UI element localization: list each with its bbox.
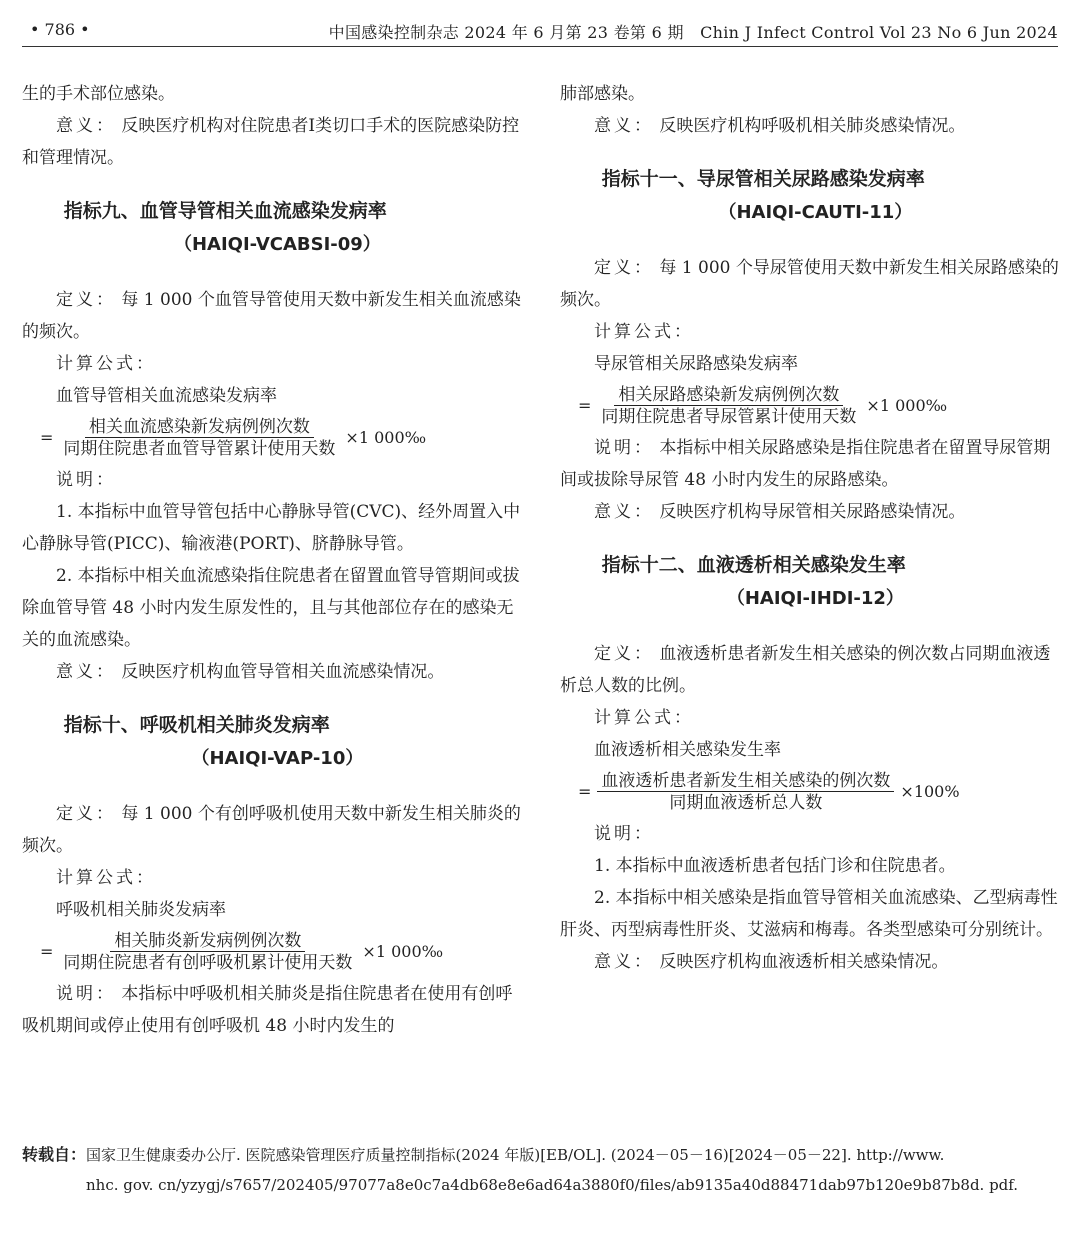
- note-item: 1. 本指标中血液透析患者包括门诊和住院患者。: [594, 856, 956, 876]
- notes-label: 说明：: [594, 824, 654, 844]
- indicator-11-code: （HAIQI-CAUTI-11）: [718, 202, 913, 223]
- equals-sign: =: [40, 428, 54, 447]
- indicator-10-title: 指标十、呼吸机相关肺炎发病率: [63, 714, 330, 736]
- continuation-text: 生的手术部位感染。: [22, 84, 175, 104]
- page-number: • 786 •: [30, 20, 90, 39]
- definition-text: 每 1 000 个有创呼吸机使用天数中新发生相关肺炎的频次。: [22, 804, 521, 856]
- running-header: [0, 14, 1080, 48]
- significance-paragraph: [560, 946, 1060, 978]
- right-column: [560, 78, 1060, 978]
- indicator-12-title: 指标十二、血液透析相关感染发生率: [601, 554, 906, 576]
- definition-text: 每 1 000 个导尿管使用天数中新发生相关尿路感染的频次。: [560, 258, 1059, 310]
- formula-fraction: [22, 414, 522, 462]
- definition-paragraph: [22, 798, 522, 862]
- definition-paragraph: [560, 638, 1060, 702]
- continuation-text: 肺部感染。: [560, 84, 645, 104]
- definition-label: 定义：: [56, 290, 116, 310]
- significance-text: 反映医疗机构呼吸机相关肺炎感染情况。: [659, 116, 966, 136]
- equals-sign: =: [578, 396, 592, 415]
- notes-paragraph: [22, 978, 522, 1042]
- definition-paragraph: [560, 252, 1060, 316]
- source-line: [22, 1140, 1058, 1170]
- definition-text: 每 1 000 个血管导管使用天数中新发生相关血流感染的频次。: [22, 290, 521, 342]
- definition-paragraph: [22, 284, 522, 348]
- significance-paragraph: [560, 110, 1060, 142]
- formula-multiplier: ×100%: [900, 782, 960, 801]
- definition-label: 定义：: [594, 644, 654, 664]
- source-footnote: [22, 1140, 1058, 1200]
- note-item: 1. 本指标中血管导管包括中心静脉导管(CVC)、经外周置入中心静脉导管(PICC)、输液港(PORT)、脐静脉导管。: [22, 502, 521, 554]
- formula-denominator: 同期住院患者导尿管累计使用天数: [601, 406, 857, 427]
- indicator-9-code: （HAIQI-VCABSI-09）: [173, 234, 381, 255]
- formula-name: 血液透析相关感染发生率: [594, 740, 781, 760]
- significance-label: 意义：: [594, 502, 654, 522]
- significance-paragraph: [22, 110, 522, 174]
- note-item: 2. 本指标中相关血流感染指住院患者在留置血管导管期间或拔除血管导管 48 小时内发生原发性的，且与其他部位存在的感染无关的血流感染。: [22, 566, 520, 650]
- notes-label: 说明：: [56, 470, 116, 490]
- formula-fraction: [22, 928, 522, 976]
- formula-fraction: [560, 768, 1060, 816]
- significance-label: 意义：: [594, 952, 654, 972]
- significance-text: 反映医疗机构对住院患者Ⅰ类切口手术的医院感染防控和管理情况。: [22, 116, 520, 168]
- significance-text: 反映医疗机构血管导管相关血流感染情况。: [121, 662, 445, 682]
- journal-citation: 中国感染控制杂志 2024 年 6 月第 23 卷第 6 期 Chin J Infect Control Vol 23 No 6 Jun 2024: [328, 23, 1058, 42]
- formula-label: 计算公式：: [56, 868, 156, 888]
- notes-paragraph: [560, 432, 1060, 496]
- definition-label: 定义：: [594, 258, 654, 278]
- significance-paragraph: [22, 656, 522, 688]
- formula-numerator: 相关尿路感染新发病例例次数: [614, 385, 843, 406]
- significance-label: 意义：: [56, 116, 116, 136]
- formula-label: 计算公式：: [594, 322, 694, 342]
- indicator-9-title: 指标九、血管导管相关血流感染发病率: [63, 200, 387, 222]
- formula-denominator: 同期血液透析总人数: [669, 792, 823, 813]
- formula-denominator: 同期住院患者有创呼吸机累计使用天数: [63, 952, 353, 973]
- formula-name: 血管导管相关血流感染发病率: [56, 386, 277, 406]
- significance-text: 反映医疗机构血液透析相关感染情况。: [659, 952, 949, 972]
- formula-multiplier: ×1 000‰: [866, 396, 948, 415]
- formula-numerator: 血液透析患者新发生相关感染的例次数: [597, 771, 894, 792]
- source-label: 转载自：: [22, 1145, 87, 1164]
- definition-label: 定义：: [56, 804, 116, 824]
- indicator-11-title: 指标十一、导尿管相关尿路感染发病率: [601, 168, 925, 190]
- significance-paragraph: [560, 496, 1060, 528]
- note-item: 2. 本指标中相关感染是指血管导管相关血流感染、乙型病毒性肝炎、丙型病毒性肝炎、艾滋病和梅毒。各类型感染可分别统计。: [560, 888, 1058, 940]
- formula-name: 呼吸机相关肺炎发病率: [56, 900, 226, 920]
- source-text: 国家卫生健康委办公厅. 医院感染管理医疗质量控制指标(2024 年版)[EB/OL]. (2024－05－16)[2024－05－22]. http://www.: [86, 1146, 945, 1164]
- formula-label: 计算公式：: [594, 708, 694, 728]
- notes-label: 说明：: [56, 984, 116, 1004]
- header-rule: [22, 46, 1058, 47]
- significance-label: 意义：: [594, 116, 654, 136]
- formula-name: 导尿管相关尿路感染发病率: [594, 354, 798, 374]
- notes-label: 说明：: [594, 438, 654, 458]
- definition-text: 血液透析患者新发生相关感染的例次数占同期血液透析总人数的比例。: [560, 644, 1051, 696]
- equals-sign: =: [40, 942, 54, 961]
- formula-fraction: [560, 382, 1060, 430]
- equals-sign: =: [578, 782, 592, 801]
- formula-multiplier: ×1 000‰: [345, 428, 427, 447]
- left-column: [22, 78, 522, 1042]
- formula-numerator: 相关血流感染新发病例例次数: [85, 417, 314, 438]
- formula-multiplier: ×1 000‰: [362, 942, 444, 961]
- notes-text: 本指标中呼吸机相关肺炎是指住院患者在使用有创呼吸机期间或停止使用有创呼吸机 48 小时内发生的: [22, 984, 513, 1036]
- formula-numerator: 相关肺炎新发病例例次数: [110, 931, 305, 952]
- indicator-12-code: （HAIQI-IHDI-12）: [726, 588, 904, 609]
- notes-text: 本指标中相关尿路感染是指住院患者在留置导尿管期间或拔除导尿管 48 小时内发生的尿路感染。: [560, 438, 1051, 490]
- formula-label: 计算公式：: [56, 354, 156, 374]
- indicator-10-code: （HAIQI-VAP-10）: [191, 748, 364, 769]
- significance-text: 反映医疗机构导尿管相关尿路感染情况。: [659, 502, 966, 522]
- significance-label: 意义：: [56, 662, 116, 682]
- formula-denominator: 同期住院患者血管导管累计使用天数: [63, 438, 336, 459]
- source-url[interactable]: nhc. gov. cn/yzygj/s7657/202405/97077a8e0c7a4db68e8e6ad64a3880f0/files/ab9135a40d88471dab97b120e9b87b8d. pdf.: [86, 1176, 1019, 1194]
